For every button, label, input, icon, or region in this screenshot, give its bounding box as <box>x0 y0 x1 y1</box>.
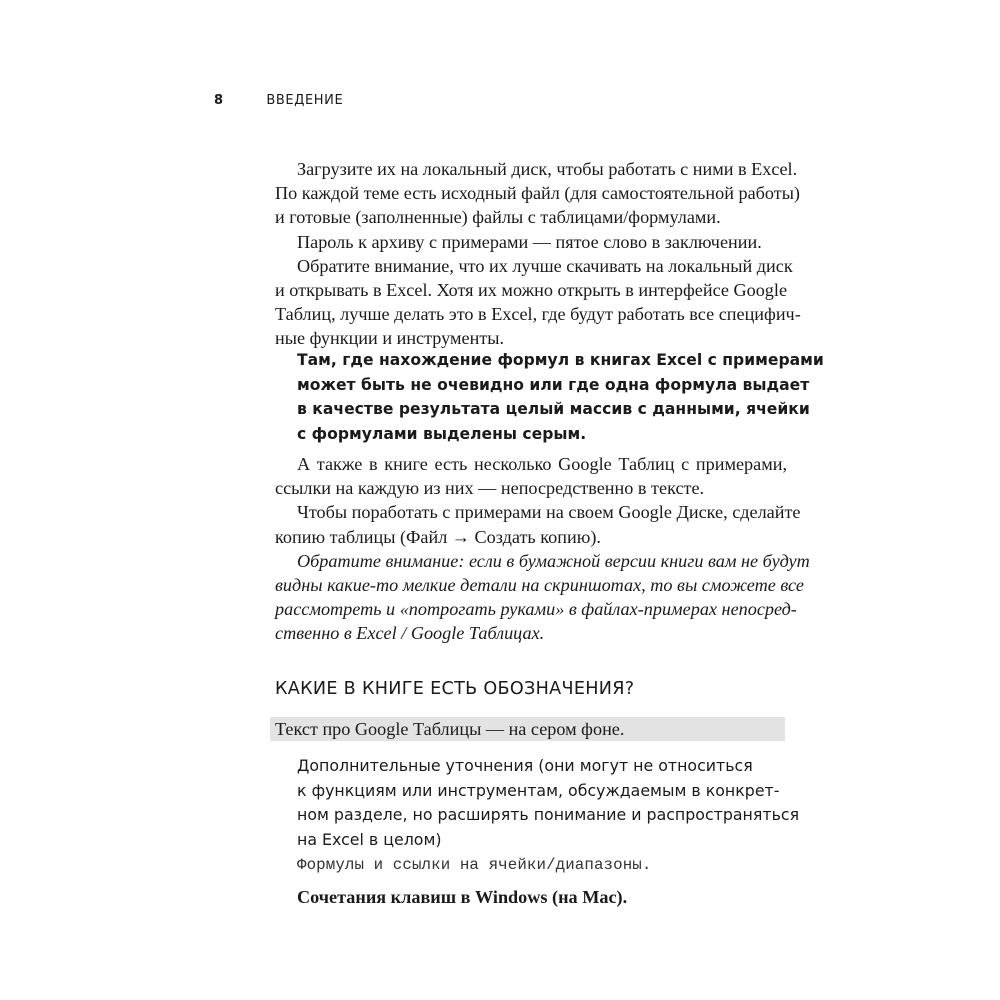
sans-note-example <box>297 754 800 852</box>
italic-note-line: видны какие-то мелкие детали на скриншотах, то вы сможете все <box>275 575 804 596</box>
sans-note-line: ном разделе, но расширять понимание и распространяться <box>297 805 800 824</box>
section-heading: КАКИЕ В КНИГЕ ЕСТЬ ОБОЗНАЧЕНИЯ? <box>275 679 635 699</box>
callout-line: Там, где нахождение формул в книгах Excel с примерами <box>297 351 824 369</box>
body-section-2 <box>275 452 810 646</box>
callout-line: может быть не очевидно или где одна формула выдает <box>297 375 810 394</box>
intro-paragraph-2: Пароль к архиву с примерами — пятое слово в заключении. <box>297 231 762 252</box>
text-line: Чтобы поработать с примерами на своем Google Диске, сделайте <box>297 502 801 523</box>
text-line: и открывать в Excel. Хотя их можно открыть в интерфейсе Google <box>275 280 788 301</box>
text-line: ссылки на каждую из них — непосредственно в тексте. <box>275 478 705 499</box>
intro-paragraph-1 <box>275 157 801 351</box>
text-line: Обратите внимание, что их лучше скачивать на локальный диск <box>297 255 793 276</box>
page-number: 8 <box>214 93 224 108</box>
callout-line: в качестве результата целый массив с данными, ячейки <box>297 400 810 418</box>
callout-line: с формулами выделены серым. <box>297 424 587 443</box>
bold-shortcut-example: Сочетания клавиш в Windows (на Mac). <box>297 887 628 907</box>
sans-note-line: к функциям или инструментам, обсуждаемым в конкрет- <box>297 780 780 800</box>
running-head <box>214 93 343 108</box>
gray-background-example: Текст про Google Таблицы — на сером фоне. <box>270 717 785 741</box>
italic-note-line: рассмотреть и «потрогать руками» в файлах-примерах непосред- <box>275 599 797 620</box>
monospace-example: Формулы и ссылки на ячейки/диапазоны. <box>297 856 652 874</box>
text-line: Таблиц, лучше делать это в Excel, где будут работать все специфич- <box>275 304 801 325</box>
callout-note <box>297 348 824 446</box>
italic-note-line: ственно в Excel / Google Таблицах. <box>275 623 545 644</box>
text-line: По каждой теме есть исходный файл (для самостоятельной работы) <box>275 183 800 204</box>
sans-note-line: на Excel в целом) <box>297 829 442 849</box>
italic-note-line: Обратите внимание: если в бумажной версии книги вам не будут <box>297 550 810 571</box>
text-line: А также в книге есть несколько Google Таблиц с примерами, <box>297 454 787 474</box>
sans-note-line: Дополнительные уточнения (они могут не относиться <box>297 756 753 775</box>
text-line: и готовые (заполненные) файлы с таблицами/формулами. <box>275 207 721 228</box>
text-line: Загрузите их на локальный диск, чтобы работать с ними в Excel. <box>297 159 798 179</box>
section-title: ВВЕДЕНИЕ <box>266 93 344 108</box>
text-line: ные функции и инструменты. <box>275 328 505 349</box>
text-line: копию таблицы (Файл → Создать копию). <box>275 526 601 547</box>
